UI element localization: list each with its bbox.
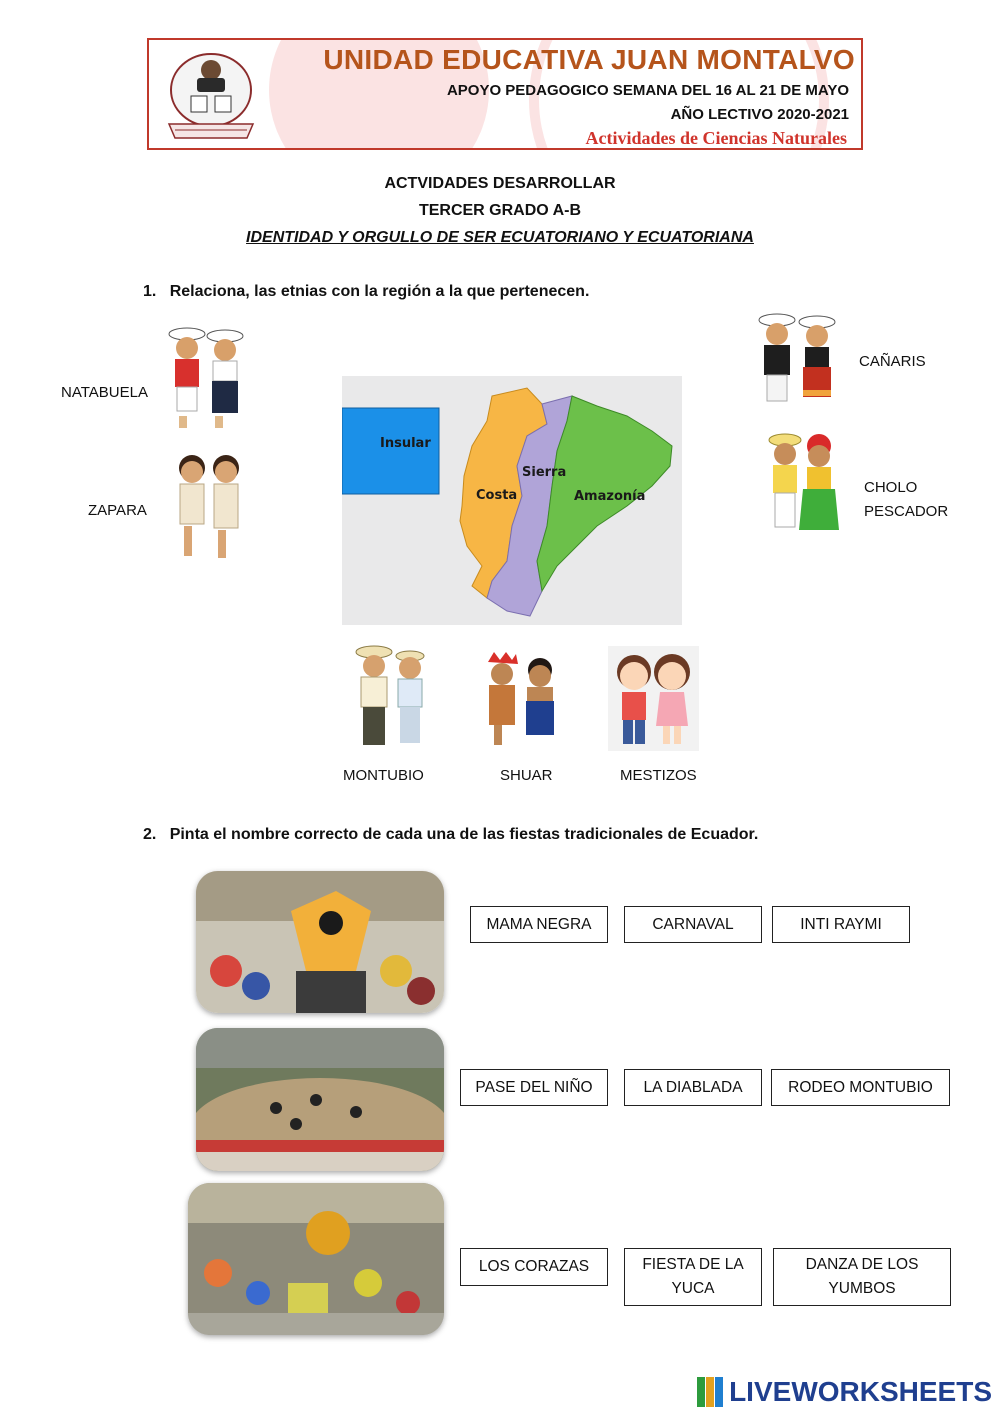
school-year: AÑO LECTIVO 2020-2021 (670, 106, 849, 123)
answer-option[interactable]: DANZA DE LOS YUMBOS (773, 1248, 951, 1306)
activities-heading: ACTVIDADES DESARROLLAR (384, 175, 616, 192)
shuar-children-illustration (480, 648, 562, 752)
liveworksheets-logo (697, 1376, 992, 1408)
answer-option[interactable]: PASE DEL NIÑO (460, 1069, 608, 1106)
question-text: Pinta el nombre correcto de cada una de las fiestas tradicionales de Ecuador. (169, 826, 759, 843)
topic-title: IDENTIDAD Y ORGULLO DE SER ECUATORIANO Y ECUATORIANA (246, 229, 754, 246)
ethnic-label-montubio: MONTUBIO (343, 767, 424, 784)
answer-option[interactable]: CARNAVAL (624, 906, 762, 943)
ethnic-label-shuar: SHUAR (500, 767, 553, 784)
festival-photo-street-dance (188, 1183, 444, 1335)
header-banner (147, 38, 863, 150)
festival-photo-mama-negra (196, 871, 444, 1013)
subject-title: Actividades de Ciencias Naturales (585, 128, 847, 148)
map-label-amazonia: Amazonía (574, 489, 646, 504)
liveworksheets-brand: LIVEWORKSHEETS (729, 1376, 992, 1407)
answer-option[interactable]: LOS CORAZAS (460, 1248, 608, 1286)
answer-option[interactable]: INTI RAYMI (772, 906, 910, 943)
ecuador-regions-map (342, 376, 682, 625)
map-label-costa: Costa (476, 488, 518, 503)
zapara-children-illustration (170, 450, 248, 566)
ethnic-label-mestizos: MESTIZOS (620, 767, 697, 784)
map-label-insular: Insular (380, 436, 431, 451)
question-number: 2. (143, 826, 157, 843)
canaris-children-illustration (755, 310, 841, 416)
mestizos-children-illustration (608, 646, 699, 751)
question-number: 1. (143, 283, 157, 300)
ethnic-label-zapara: ZAPARA (88, 502, 147, 519)
map-label-sierra: Sierra (522, 465, 567, 480)
ethnic-label-natabuela: NATABUELA (61, 384, 148, 401)
question-text: Relaciona, las etnias con la región a la que pertenecen. (169, 283, 590, 300)
answer-option[interactable]: RODEO MONTUBIO (771, 1069, 950, 1106)
ethnic-label-cholo-pescador (864, 476, 948, 524)
liveworksheets-icon (697, 1377, 723, 1407)
question-2 (143, 826, 758, 844)
school-name: UNIDAD EDUCATIVA JUAN MONTALVO (323, 44, 855, 75)
grade-heading: TERCER GRADO A-B (418, 202, 582, 219)
natabuela-children-illustration (165, 324, 249, 432)
answer-option[interactable]: FIESTA DE LA YUCA (624, 1248, 762, 1306)
montubio-children-illustration (352, 642, 432, 754)
week-info: APOYO PEDAGOGICO SEMANA DEL 16 AL 21 DE MAYO (446, 82, 849, 99)
question-1 (143, 283, 589, 301)
cholo-label-line1: CHOLO (864, 479, 918, 496)
festival-photo-rodeo (196, 1028, 444, 1171)
map-region-insular (342, 408, 439, 494)
cholo-label-line2: PESCADOR (864, 503, 949, 520)
ethnic-label-canaris: CAÑARIS (859, 353, 926, 370)
cholo-pescador-children-illustration (763, 430, 843, 544)
school-crest-logo (157, 46, 265, 146)
answer-option[interactable]: LA DIABLADA (624, 1069, 762, 1106)
answer-option[interactable]: MAMA NEGRA (470, 906, 608, 943)
